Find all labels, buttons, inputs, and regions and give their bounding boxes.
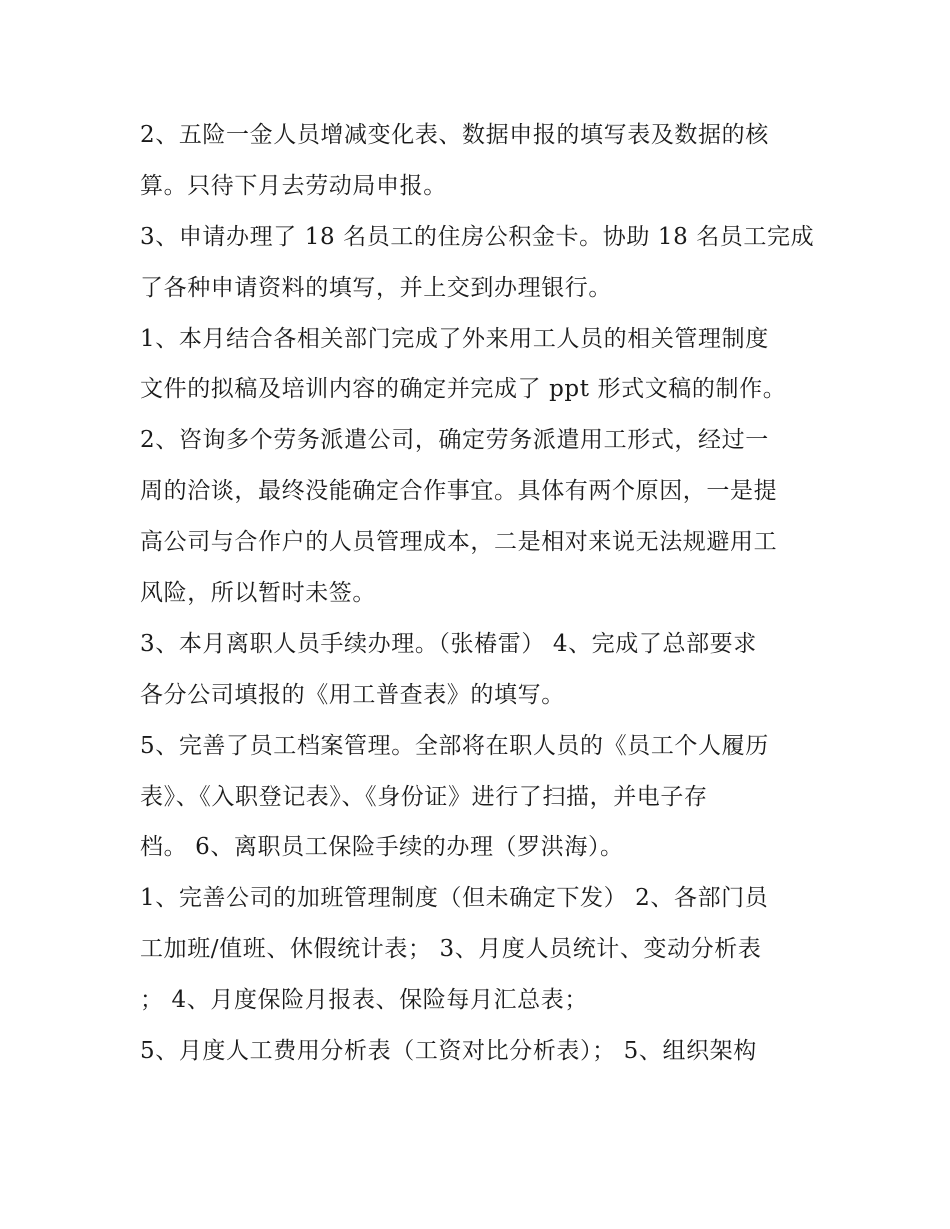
text-line: 3、申请办理了 18 名员工的住房公积金卡。协助 18 名员工完成	[140, 223, 815, 250]
text-line: 算。只待下月去劳动局申报。	[140, 172, 447, 199]
text-line: 1、本月结合各相关部门完成了外来用工人员的相关管理制度	[140, 325, 769, 352]
text-line: 了各种申请资料的填写，并上交到办理银行。	[140, 274, 612, 301]
text-line: 风险，所以暂时未签。	[140, 580, 376, 607]
text-line: ； 4、月度保险月报表、保险每月汇总表；	[140, 987, 588, 1014]
text-line: 2、咨询多个劳务派遣公司，确定劳务派遣用工形式，经过一	[140, 427, 769, 454]
text-line: 文件的拟稿及培训内容的确定并完成了 ppt 形式文稿的制作。	[140, 376, 787, 403]
text-line: 工加班/值班、休假统计表； 3、月度人员统计、变动分析表	[140, 936, 762, 963]
text-line: 1、完善公司的加班管理制度（但未确定下发） 2、各部门员	[140, 885, 769, 912]
document-body	[140, 110, 820, 1077]
text-line: 档。 6、离职员工保险手续的办理（罗洪海）。	[140, 834, 624, 861]
text-line: 3、本月离职人员手续办理。（张椿雷） 4、完成了总部要求	[140, 630, 757, 657]
text-line: 高公司与合作户的人员管理成本，二是相对来说无法规避用工	[140, 529, 778, 556]
text-line: 周的洽谈，最终没能确定合作事宜。具体有两个原因，一是提	[140, 478, 778, 505]
text-line: 2、五险一金人员增减变化表、数据申报的填写表及数据的核	[140, 122, 769, 148]
text-line: 5、月度人工费用分析表（工资对比分析表）； 5、组织架构	[140, 1038, 757, 1065]
text-line: 5、完善了员工档案管理。全部将在职人员的《员工个人履历	[140, 732, 769, 759]
text-line: 表》、《入职登记表》、《身份证》进行了扫描，并电子存	[140, 783, 708, 810]
text-line: 各分公司填报的《用工普查表》的填写。	[140, 681, 565, 708]
